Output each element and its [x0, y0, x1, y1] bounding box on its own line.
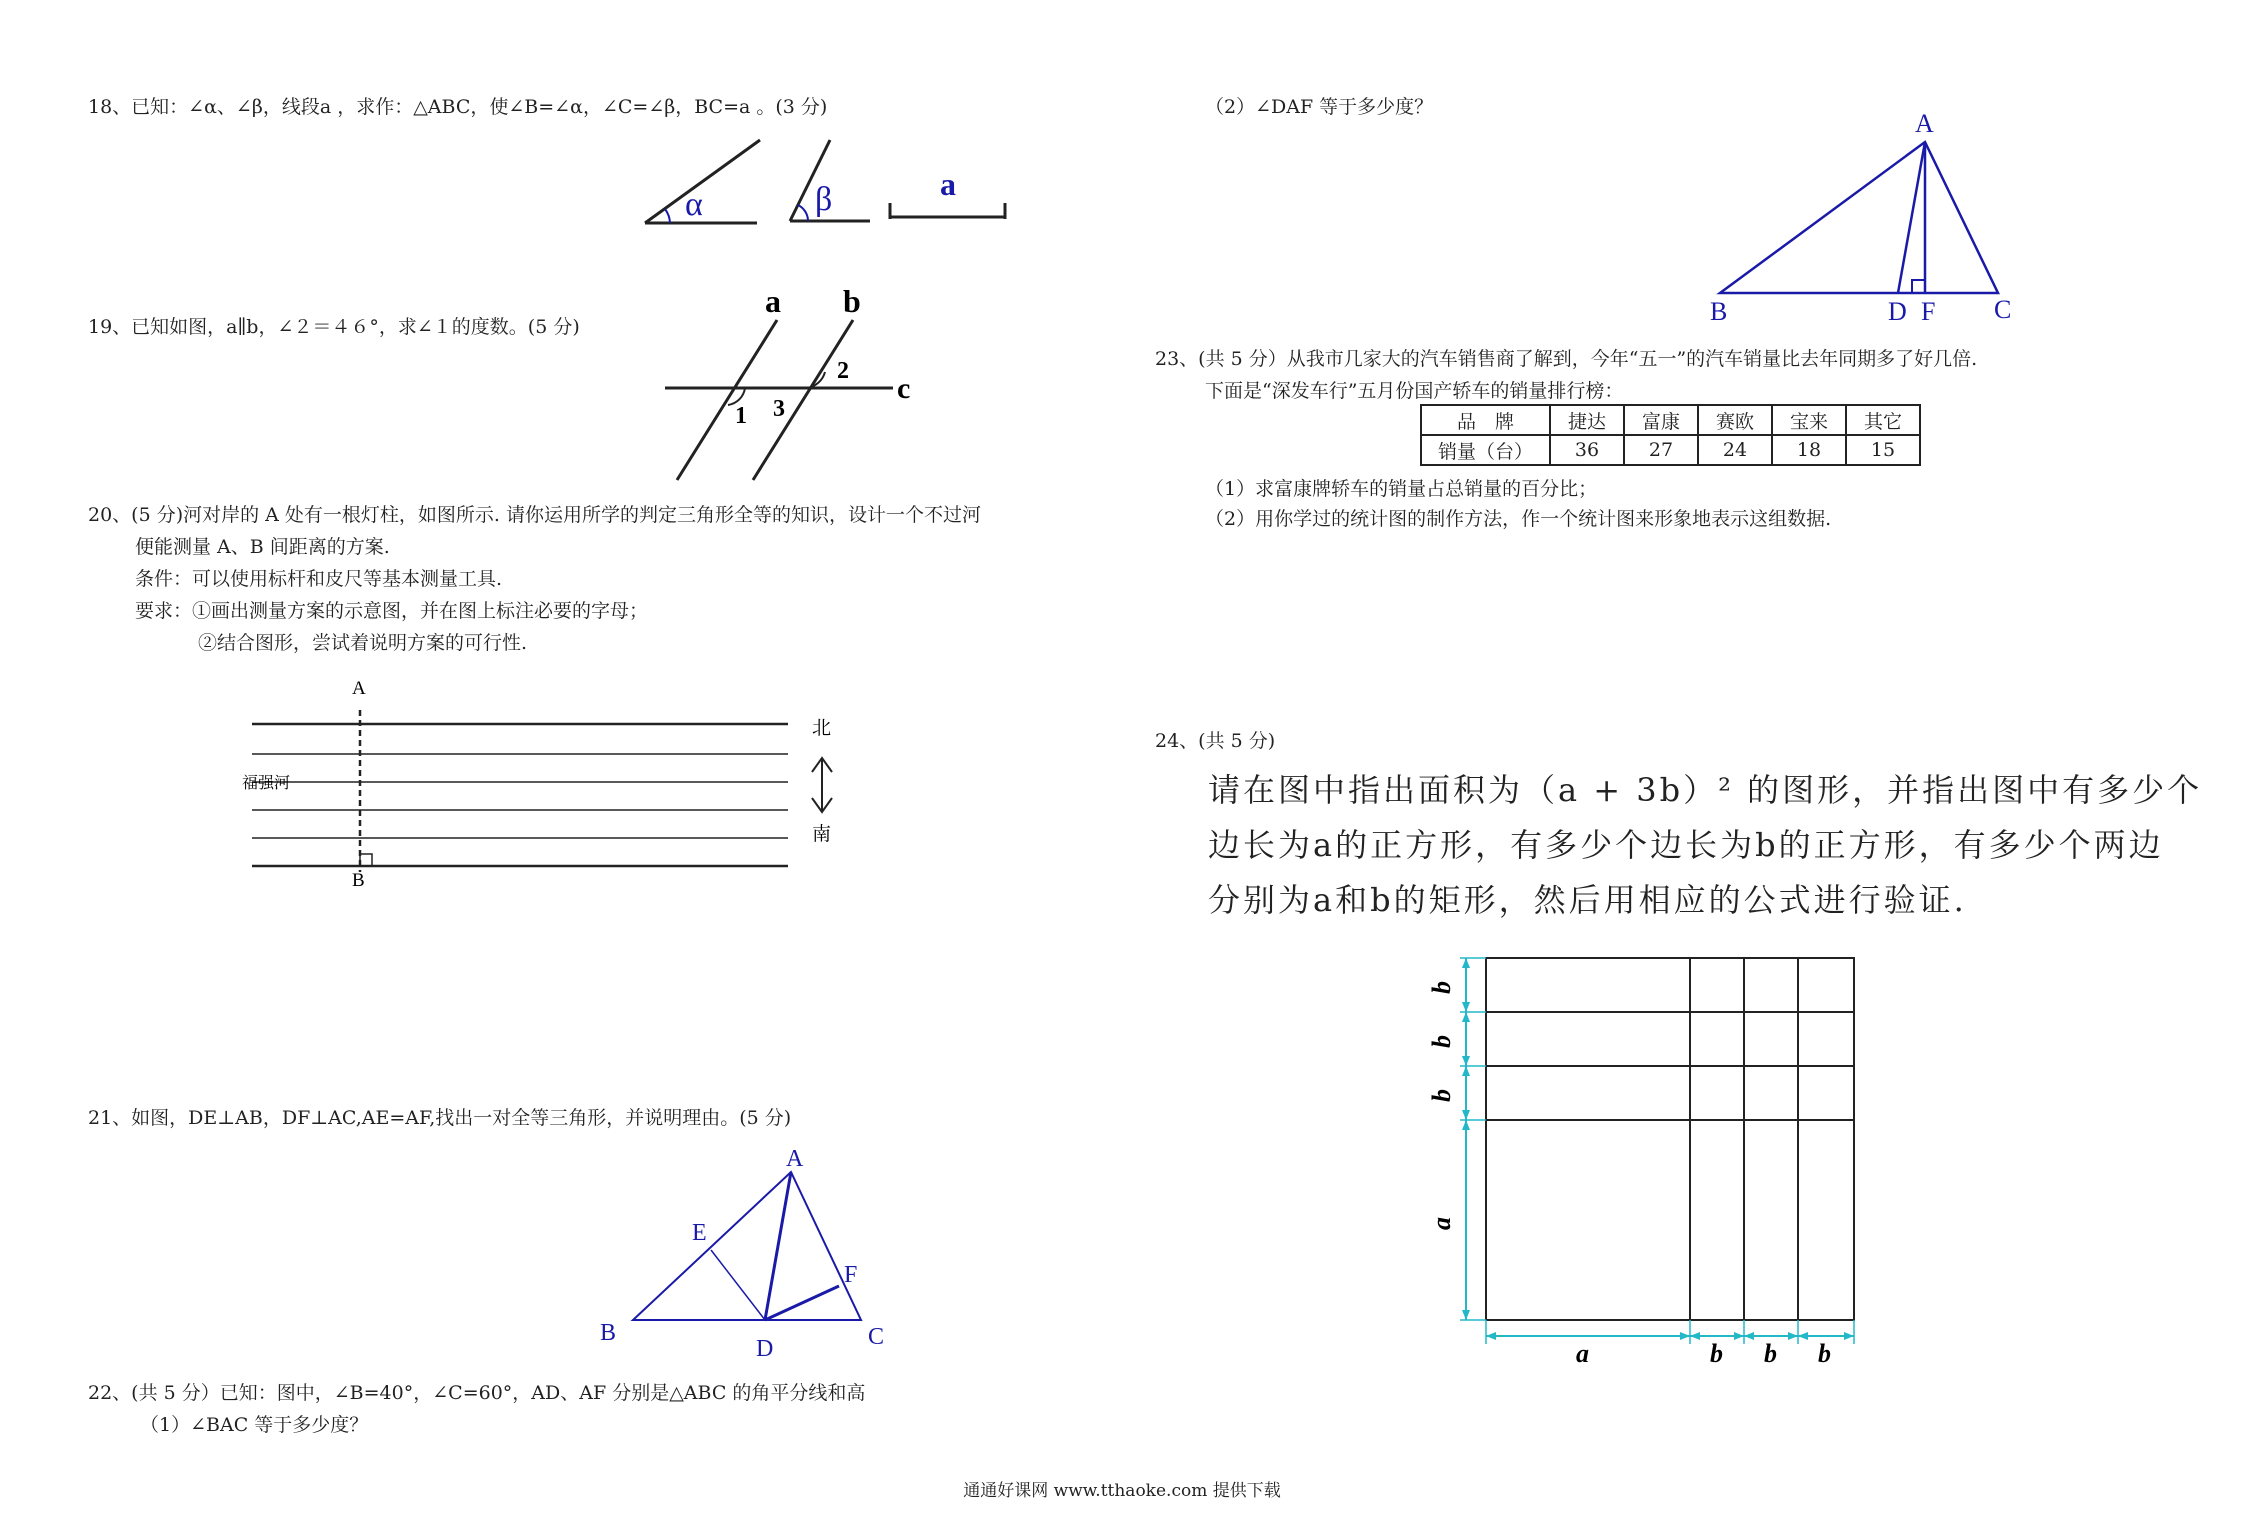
table-cell: 宝来 — [1772, 405, 1846, 435]
q21-B: B — [600, 1320, 617, 1346]
q19-figure — [665, 283, 945, 480]
q20-line2: 便能测量 A、B 间距离的方案. — [135, 536, 390, 558]
north-label: 北 — [812, 717, 832, 739]
point-b-label: B — [352, 870, 365, 891]
dim-bottom-a: a — [1576, 1339, 1589, 1368]
q24-line1: 请在图中指出面积为（a + 3b）² 的图形，并指出图中有多少个 — [1208, 771, 2203, 809]
q21-E: E — [692, 1220, 707, 1246]
q20-line3: 条件：可以使用标杆和皮尺等基本测量工具. — [135, 568, 503, 590]
q21-A: A — [786, 1146, 804, 1172]
q20-line4: 要求：①画出测量方案的示意图，并在图上标注必要的字母； — [135, 600, 649, 622]
beta-label: β — [815, 181, 833, 218]
q23-part2: （2）用你学过的统计图的制作方法，作一个统计图来形象地表示这组数据. — [1205, 508, 1832, 530]
line-c-label: c — [897, 372, 911, 405]
angle-1-label: 1 — [735, 403, 747, 429]
dim-left-b3: b — [1427, 1089, 1456, 1102]
q22-B: B — [1710, 297, 1728, 326]
q20-line5: ②结合图形，尝试着说明方案的可行性. — [198, 632, 528, 654]
table-row — [1421, 435, 1920, 465]
q22-C: C — [1994, 295, 2012, 324]
q24-square-figure — [1420, 948, 1860, 1378]
table-cell: 36 — [1550, 435, 1624, 465]
table-cell: 其它 — [1846, 405, 1920, 435]
q22-D: D — [1888, 297, 1907, 326]
table-cell: 品 牌 — [1421, 405, 1550, 435]
table-cell: 富康 — [1624, 405, 1698, 435]
angle-3-label: 3 — [773, 396, 785, 422]
dim-bottom-b3: b — [1818, 1339, 1831, 1368]
q22-triangle-figure — [1708, 108, 2028, 326]
point-a-label: A — [352, 678, 366, 699]
dim-left-a: a — [1427, 1217, 1456, 1230]
sales-table — [1420, 404, 1921, 466]
q21-D: D — [756, 1336, 774, 1362]
table-cell: 27 — [1624, 435, 1698, 465]
table-header-row — [1421, 405, 1920, 435]
alpha-label: α — [685, 186, 703, 223]
angle-2-label: 2 — [837, 358, 849, 384]
q20-river-figure — [240, 672, 860, 892]
line-a-label: a — [765, 283, 781, 319]
q23-part1: （1）求富康牌轿车的销量占总销量的百分比； — [1205, 478, 1598, 500]
dim-bottom-b1: b — [1710, 1339, 1723, 1368]
q18-figure — [640, 135, 1040, 235]
q21-triangle-figure — [598, 1146, 885, 1362]
q22-part1: （1）∠BAC 等于多少度？ — [140, 1414, 369, 1436]
table-cell: 赛欧 — [1698, 405, 1772, 435]
q22-part2: （2）∠DAF 等于多少度？ — [1205, 96, 1434, 118]
q18-text: 18、已知：∠α、∠β，线段a ，求作：△ABC，使∠B=∠α，∠C=∠β，BC=a 。(3 分) — [88, 96, 828, 118]
dim-bottom-b2: b — [1764, 1339, 1777, 1368]
segment-a-label: a — [940, 166, 956, 202]
q23-line1: 23、(共 5 分）从我市几家大的汽车销售商了解到，今年“五一”的汽车销量比去年同期多了好几倍. — [1155, 348, 1978, 370]
dim-left-b2: b — [1427, 1035, 1456, 1048]
table-cell: 销量（台） — [1421, 435, 1550, 465]
table-cell: 15 — [1846, 435, 1920, 465]
q19-text: 19、已知如图，a∥b，∠２＝４６°，求∠１的度数。(5 分) — [88, 316, 580, 338]
line-b-label: b — [843, 283, 861, 319]
river-name: 福强河 — [242, 773, 291, 792]
dim-left-b1: b — [1427, 981, 1456, 994]
page-footer: 通通好课网 www.tthaoke.com 提供下载 — [963, 1481, 1281, 1501]
table-cell: 18 — [1772, 435, 1846, 465]
q22-F: F — [1921, 297, 1936, 326]
south-label: 南 — [812, 823, 832, 845]
q21-text: 21、如图，DE⊥AB，DF⊥AC,AE=AF,找出一对全等三角形，并说明理由。(5 分) — [88, 1107, 792, 1129]
q21-F: F — [844, 1262, 858, 1288]
q24-line3: 分别为a和b的矩形，然后用相应的公式进行验证. — [1208, 881, 1967, 919]
q24-line2: 边长为a的正方形，有多少个边长为b的正方形，有多少个两边 — [1208, 826, 2164, 864]
table-cell: 24 — [1698, 435, 1772, 465]
q22-A: A — [1915, 109, 1934, 138]
q23-line2: 下面是“深发车行”五月份国产轿车的销量排行榜： — [1205, 380, 1624, 402]
q22-text: 22、(共 5 分）已知：图中，∠B=40°，∠C=60°，AD、AF 分别是△ABC 的角平分线和高 — [88, 1382, 866, 1404]
q20-line1: 20、(5 分)河对岸的 A 处有一根灯柱，如图所示. 请你运用所学的判定三角形全等的知识，设计一个不过河 — [88, 504, 982, 526]
q21-C: C — [868, 1324, 885, 1350]
q24-title: 24、(共 5 分) — [1155, 730, 1276, 752]
table-cell: 捷达 — [1550, 405, 1624, 435]
